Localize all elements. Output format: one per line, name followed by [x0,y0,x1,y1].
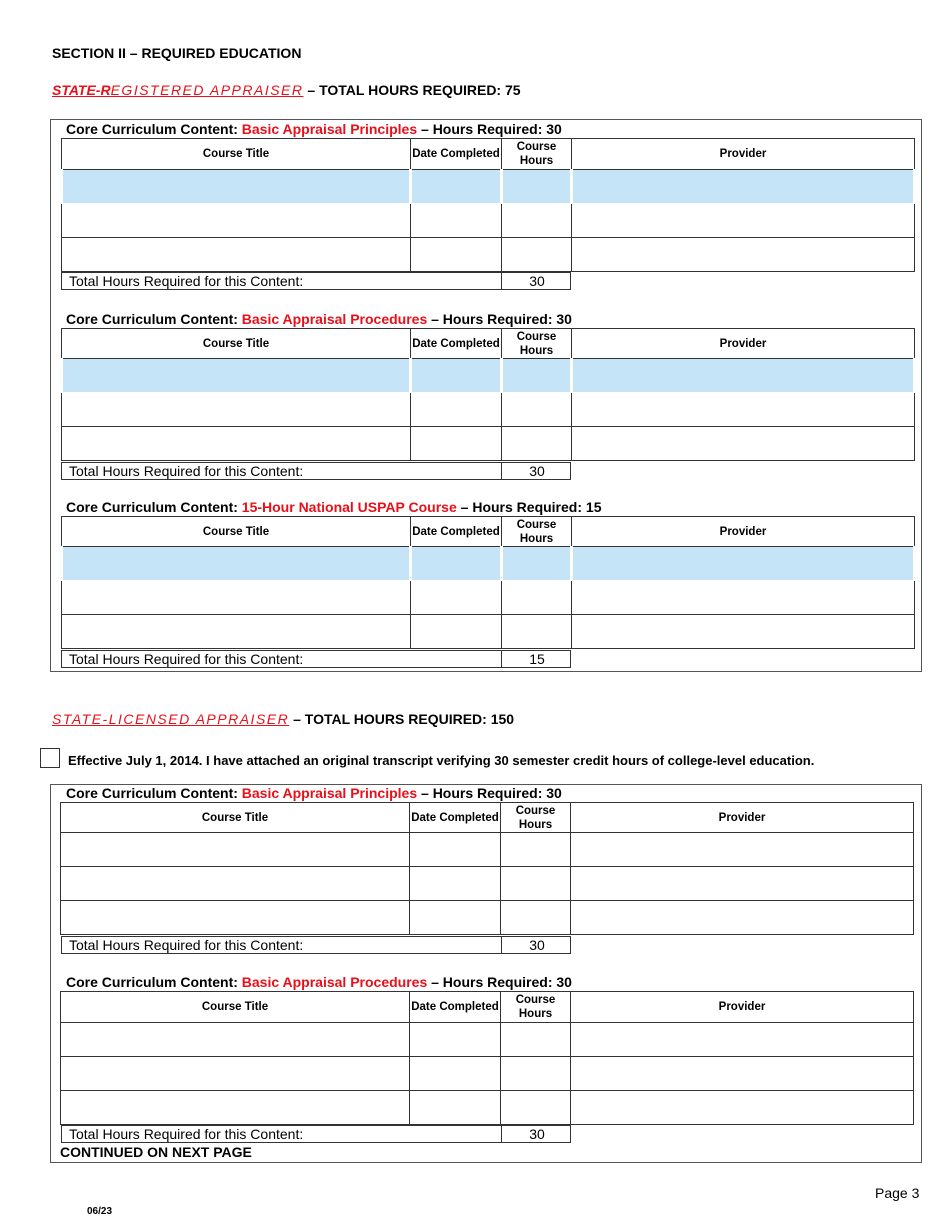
registered-title-prefix: STATE-R [52,82,111,98]
provider-field[interactable] [572,170,915,204]
table-row [62,615,915,649]
transcript-checkbox[interactable] [40,748,60,768]
table-row [62,581,915,615]
total-label: Total Hours Required for this Content: [69,463,304,479]
licensed-total-hours: – TOTAL HOURS REQUIRED: 150 [289,711,515,727]
table-row [62,359,915,393]
hours-required: 15 [585,499,602,515]
registered-total-hours: – TOTAL HOURS REQUIRED: 75 [303,82,521,98]
provider-field[interactable] [571,1091,914,1125]
provider-field[interactable] [572,615,915,649]
total-label: Total Hours Required for this Content: [69,937,304,953]
course-title-field[interactable] [62,359,411,393]
provider-field[interactable] [572,547,915,581]
course-table [60,138,916,272]
course-title-field[interactable] [62,547,411,581]
col-course-hours: Course Hours [501,803,571,833]
col-course-title: Course Title [61,992,410,1023]
table-row [62,204,915,238]
col-date-completed: Date Completed [411,329,502,359]
col-course-hours: Course Hours [502,139,572,170]
date-completed-field[interactable] [411,238,502,272]
provider-field[interactable] [571,1023,914,1057]
section-title: SECTION II – REQUIRED EDUCATION [52,45,302,61]
content-heading: Core Curriculum Content: Basic Appraisal Principles – Hours Required: 30 [66,121,562,137]
total-hours-row [61,650,571,668]
col-course-title: Course Title [61,803,410,833]
course-title-field[interactable] [62,170,411,204]
col-provider: Provider [572,329,915,359]
course-title-field[interactable] [61,1023,410,1057]
table-row [62,547,915,581]
col-provider: Provider [572,517,915,547]
provider-field[interactable] [571,867,914,901]
hours-required: 30 [546,121,562,137]
provider-field[interactable] [572,427,915,461]
col-course-title: Course Title [62,517,411,547]
course-title-field[interactable] [62,204,411,238]
registered-title-rest: EGISTERED APPRAISER [110,82,304,98]
date-completed-field[interactable] [410,1057,501,1091]
provider-field[interactable] [571,901,914,935]
provider-field[interactable] [572,359,915,393]
provider-field[interactable] [572,204,915,238]
course-table [60,328,916,461]
col-date-completed: Date Completed [411,517,502,547]
col-date-completed: Date Completed [411,139,502,170]
course-title-field[interactable] [62,427,411,461]
table-row [62,427,915,461]
continued-notice: CONTINUED ON NEXT PAGE [60,1144,252,1160]
content-topic: Basic Appraisal Principles [241,785,418,801]
course-hours-field[interactable] [502,547,572,581]
total-hours-row [61,936,571,954]
date-completed-field[interactable] [411,393,502,427]
total-value: 15 [501,651,572,667]
content-topic: Basic Appraisal Principles [241,121,418,137]
registered-heading [52,82,521,98]
course-hours-field[interactable] [501,833,571,867]
course-hours-field[interactable] [502,170,572,204]
provider-field[interactable] [571,833,914,867]
content-topic: Basic Appraisal Procedures [241,311,428,327]
course-title-field[interactable] [61,901,410,935]
hours-required: 30 [556,311,572,327]
provider-field[interactable] [572,393,915,427]
table-row [61,1057,914,1091]
col-date-completed: Date Completed [410,803,501,833]
revision-date: 06/23 [87,1206,113,1217]
col-course-hours: Course Hours [502,517,572,547]
course-table [60,516,916,649]
course-title-field[interactable] [62,581,411,615]
course-hours-field[interactable] [501,1057,571,1091]
provider-field[interactable] [571,1057,914,1091]
total-value: 30 [501,937,572,953]
course-hours-field[interactable] [501,901,571,935]
course-hours-field[interactable] [502,427,572,461]
course-hours-field[interactable] [502,581,572,615]
col-course-hours: Course Hours [502,329,572,359]
course-title-field[interactable] [61,867,410,901]
course-table [60,802,914,935]
total-hours-row [61,272,571,290]
course-title-field[interactable] [61,1091,410,1125]
total-label: Total Hours Required for this Content: [69,651,304,667]
date-completed-field[interactable] [410,1023,501,1057]
hours-required: 30 [546,785,562,801]
col-provider: Provider [571,992,914,1023]
course-hours-field[interactable] [501,1023,571,1057]
date-completed-field[interactable] [410,901,501,935]
provider-field[interactable] [572,238,915,272]
course-hours-field[interactable] [502,204,572,238]
date-completed-field[interactable] [411,547,502,581]
course-hours-field[interactable] [502,615,572,649]
date-completed-field[interactable] [411,581,502,615]
transcript-checkbox-label: Effective July 1, 2014. I have attached an original transcript verifying 30 semester credit hours of college-level education. [68,753,815,768]
table-row [61,833,914,867]
table-row [62,393,915,427]
col-course-title: Course Title [62,139,411,170]
total-value: 30 [501,1126,572,1142]
course-title-field[interactable] [61,1057,410,1091]
date-completed-field[interactable] [411,427,502,461]
provider-field[interactable] [572,581,915,615]
content-heading: Core Curriculum Content: Basic Appraisal Procedures – Hours Required: 30 [66,311,572,327]
date-completed-field[interactable] [410,867,501,901]
col-date-completed: Date Completed [410,992,501,1023]
date-completed-field[interactable] [411,615,502,649]
table-row [62,238,915,272]
course-title-field[interactable] [61,833,410,867]
col-course-hours: Course Hours [501,992,571,1023]
course-hours-field[interactable] [502,393,572,427]
total-label: Total Hours Required for this Content: [69,273,304,289]
total-hours-row [61,1125,571,1143]
course-hours-field[interactable] [502,359,572,393]
content-heading: Core Curriculum Content: Basic Appraisal Procedures – Hours Required: 30 [66,974,572,990]
course-hours-field[interactable] [502,238,572,272]
table-row [61,1091,914,1125]
table-row [62,170,915,204]
content-heading: Core Curriculum Content: Basic Appraisal Principles – Hours Required: 30 [66,785,562,801]
table-row [61,901,914,935]
total-hours-row [61,462,571,480]
col-provider: Provider [571,803,914,833]
total-label: Total Hours Required for this Content: [69,1126,304,1142]
page-number: Page 3 [875,1185,920,1201]
course-table [60,991,914,1125]
licensed-heading [52,711,514,727]
content-heading: Core Curriculum Content: 15-Hour National USPAP Course – Hours Required: 15 [66,499,602,515]
content-topic: 15-Hour National USPAP Course [241,499,457,515]
date-completed-field[interactable] [410,833,501,867]
date-completed-field[interactable] [410,1091,501,1125]
table-row [61,1023,914,1057]
total-value: 30 [501,463,572,479]
hours-required: 30 [556,974,572,990]
content-topic: Basic Appraisal Procedures [241,974,428,990]
date-completed-field[interactable] [411,204,502,238]
date-completed-field[interactable] [411,359,502,393]
col-provider: Provider [572,139,915,170]
course-title-field[interactable] [62,615,411,649]
course-title-field[interactable] [62,238,411,272]
licensed-title: STATE-LICENSED APPRAISER [52,711,290,727]
date-completed-field[interactable] [411,170,502,204]
course-title-field[interactable] [62,393,411,427]
table-row [61,867,914,901]
course-hours-field[interactable] [501,867,571,901]
total-value: 30 [501,273,572,289]
col-course-title: Course Title [62,329,411,359]
course-hours-field[interactable] [501,1091,571,1125]
